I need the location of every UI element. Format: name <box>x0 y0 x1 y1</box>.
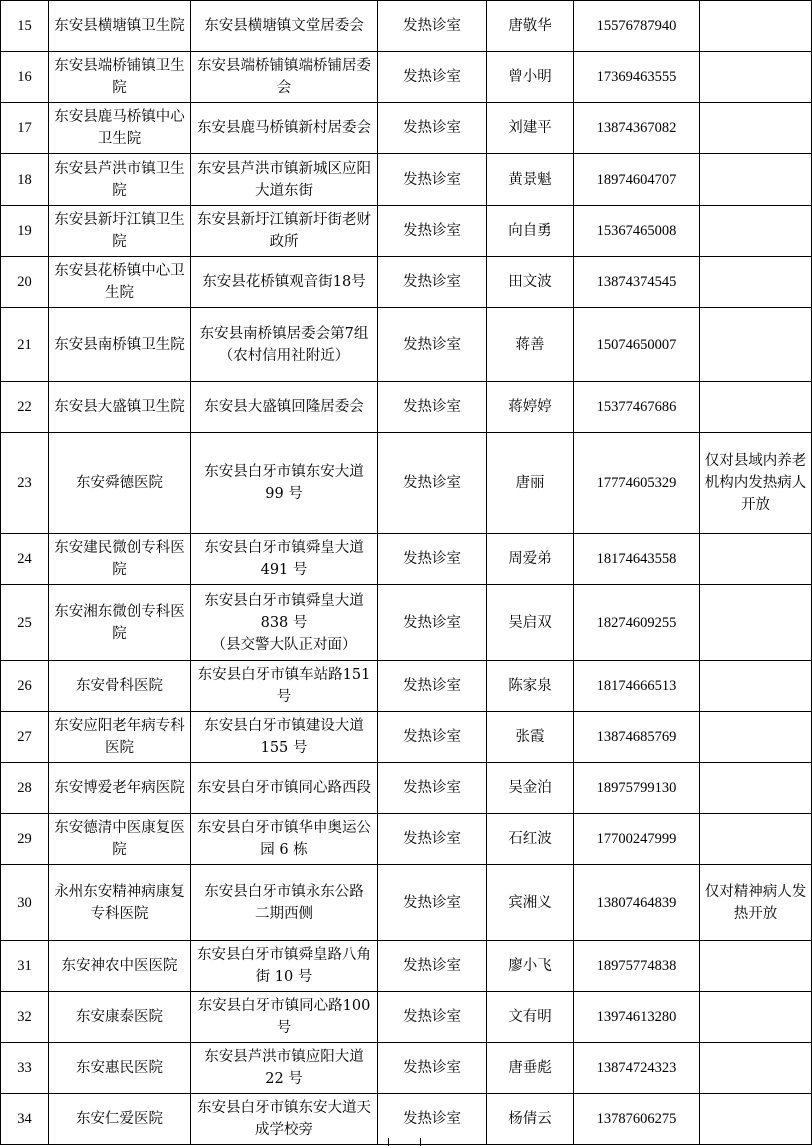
contact-person: 陈家泉 <box>487 661 574 712</box>
row-number: 19 <box>1 206 49 257</box>
institution-address: 东安县芦洪市镇新城区应阳大道东街 <box>191 154 378 206</box>
row-number: 25 <box>1 585 49 661</box>
contact-person: 石红波 <box>487 814 574 865</box>
institution-name: 东安县大盛镇卫生院 <box>49 382 191 433</box>
row-number: 30 <box>1 865 49 941</box>
institution-name: 东安神农中医医院 <box>49 941 191 992</box>
table-row <box>1 1094 812 1145</box>
contact-person: 黄景魁 <box>487 154 574 206</box>
continuation-line <box>388 1138 389 1146</box>
institution-name: 东安县花桥镇中心卫生院 <box>49 257 191 308</box>
table-row <box>1 382 812 433</box>
remark: 仅对精神病人发热开放 <box>700 865 812 941</box>
department: 发热诊室 <box>378 52 487 103</box>
department: 发热诊室 <box>378 206 487 257</box>
contact-phone: 18274609255 <box>574 585 700 661</box>
table-row <box>1 661 812 712</box>
department: 发热诊室 <box>378 308 487 382</box>
contact-phone: 13974613280 <box>574 992 700 1043</box>
table-row <box>1 257 812 308</box>
institution-name: 东安建民微创专科医院 <box>49 534 191 585</box>
table-row <box>1 585 812 661</box>
row-number: 21 <box>1 308 49 382</box>
remark <box>700 941 812 992</box>
contact-phone: 17700247999 <box>574 814 700 865</box>
table-row <box>1 712 812 763</box>
institution-name: 东安县新圩江镇卫生院 <box>49 206 191 257</box>
table-row <box>1 992 812 1043</box>
department: 发热诊室 <box>378 382 487 433</box>
row-number: 20 <box>1 257 49 308</box>
contact-person: 廖小飞 <box>487 941 574 992</box>
institution-address: 东安县白牙市镇华申奥运公园 6 栋 <box>191 814 378 865</box>
institution-name: 东安县南桥镇卫生院 <box>49 308 191 382</box>
contact-phone: 18975799130 <box>574 763 700 814</box>
table-row <box>1 154 812 206</box>
remark <box>700 1094 812 1145</box>
institution-address: 东安县白牙市镇建设大道 155 号 <box>191 712 378 763</box>
row-number: 32 <box>1 992 49 1043</box>
department: 发热诊室 <box>378 433 487 534</box>
institution-address: 东安县大盛镇回隆居委会 <box>191 382 378 433</box>
institution-name: 东安县芦洪市镇卫生院 <box>49 154 191 206</box>
institution-name: 东安县鹿马桥镇中心卫生院 <box>49 103 191 154</box>
department: 发热诊室 <box>378 1043 487 1094</box>
table-row <box>1 941 812 992</box>
table-row <box>1 103 812 154</box>
institution-name: 永州东安精神病康复专科医院 <box>49 865 191 941</box>
remark <box>700 308 812 382</box>
contact-person: 蒋善 <box>487 308 574 382</box>
contact-person: 蒋婷婷 <box>487 382 574 433</box>
institution-address: 东安县白牙市镇车站路151 号 <box>191 661 378 712</box>
contact-phone: 15074650007 <box>574 308 700 382</box>
contact-person: 唐丽 <box>487 433 574 534</box>
row-number: 24 <box>1 534 49 585</box>
institution-address: 东安县白牙市镇同心路西段 <box>191 763 378 814</box>
remark <box>700 1043 812 1094</box>
table-row <box>1 52 812 103</box>
institution-address: 东安县南桥镇居委会第7组 （农村信用社附近） <box>191 308 378 382</box>
contact-phone: 13874367082 <box>574 103 700 154</box>
institution-name: 东安舜德医院 <box>49 433 191 534</box>
institution-name: 东安德清中医康复医院 <box>49 814 191 865</box>
remark <box>700 382 812 433</box>
department: 发热诊室 <box>378 585 487 661</box>
institution-address: 东安县白牙市镇同心路100 号 <box>191 992 378 1043</box>
department: 发热诊室 <box>378 814 487 865</box>
department: 发热诊室 <box>378 154 487 206</box>
contact-phone: 18974604707 <box>574 154 700 206</box>
department: 发热诊室 <box>378 865 487 941</box>
remark <box>700 585 812 661</box>
institution-name: 东安县横塘镇卫生院 <box>49 1 191 52</box>
row-number: 31 <box>1 941 49 992</box>
contact-phone: 13787606275 <box>574 1094 700 1145</box>
contact-phone: 13874685769 <box>574 712 700 763</box>
contact-person: 吴启双 <box>487 585 574 661</box>
row-number: 27 <box>1 712 49 763</box>
contact-phone: 13874724323 <box>574 1043 700 1094</box>
contact-phone: 17369463555 <box>574 52 700 103</box>
contact-person: 田文波 <box>487 257 574 308</box>
row-number: 15 <box>1 1 49 52</box>
row-number: 16 <box>1 52 49 103</box>
institution-address: 东安县白牙市镇东安大道 99 号 <box>191 433 378 534</box>
table-row <box>1 1043 812 1094</box>
institution-name: 东安骨科医院 <box>49 661 191 712</box>
contact-phone: 13807464839 <box>574 865 700 941</box>
institution-address: 东安县芦洪市镇应阳大道 22 号 <box>191 1043 378 1094</box>
contact-person: 唐垂彪 <box>487 1043 574 1094</box>
row-number: 26 <box>1 661 49 712</box>
remark: 仅对县域内养老机构内发热病人开放 <box>700 433 812 534</box>
remark <box>700 534 812 585</box>
institution-address: 东安县新圩江镇新圩街老财政所 <box>191 206 378 257</box>
table-row <box>1 534 812 585</box>
contact-phone: 17774605329 <box>574 433 700 534</box>
institution-address: 东安县白牙市镇舜皇大道 491 号 <box>191 534 378 585</box>
contact-person: 刘建平 <box>487 103 574 154</box>
institution-address: 东安县花桥镇观音街18号 <box>191 257 378 308</box>
table-row <box>1 308 812 382</box>
remark <box>700 1 812 52</box>
remark <box>700 814 812 865</box>
table-row <box>1 206 812 257</box>
contact-phone: 15377467686 <box>574 382 700 433</box>
department: 发热诊室 <box>378 1094 487 1145</box>
institution-name: 东安康泰医院 <box>49 992 191 1043</box>
institution-address: 东安县横塘镇文堂居委会 <box>191 1 378 52</box>
department: 发热诊室 <box>378 763 487 814</box>
department: 发热诊室 <box>378 534 487 585</box>
remark <box>700 154 812 206</box>
contact-person: 吴金泊 <box>487 763 574 814</box>
contact-person: 宾湘义 <box>487 865 574 941</box>
contact-phone: 18975774838 <box>574 941 700 992</box>
institution-address: 东安县白牙市镇永东公路 二期西侧 <box>191 865 378 941</box>
contact-phone: 13874374545 <box>574 257 700 308</box>
institution-name: 东安湘东微创专科医院 <box>49 585 191 661</box>
remark <box>700 52 812 103</box>
row-number: 17 <box>1 103 49 154</box>
contact-phone: 18174643558 <box>574 534 700 585</box>
contact-person: 张霞 <box>487 712 574 763</box>
institution-name: 东安应阳老年病专科医院 <box>49 712 191 763</box>
continuation-line <box>420 1138 421 1146</box>
contact-phone: 15576787940 <box>574 1 700 52</box>
table-row <box>1 1 812 52</box>
contact-person: 向自勇 <box>487 206 574 257</box>
institution-address: 东安县白牙市镇舜皇路八角街 10 号 <box>191 941 378 992</box>
contact-phone: 18174666513 <box>574 661 700 712</box>
department: 发热诊室 <box>378 103 487 154</box>
row-number: 28 <box>1 763 49 814</box>
institution-name: 东安仁爱医院 <box>49 1094 191 1145</box>
contact-person: 曾小明 <box>487 52 574 103</box>
row-number: 23 <box>1 433 49 534</box>
contact-person: 周爱弟 <box>487 534 574 585</box>
remark <box>700 206 812 257</box>
contact-person: 文有明 <box>487 992 574 1043</box>
table-row <box>1 763 812 814</box>
row-number: 22 <box>1 382 49 433</box>
row-number: 18 <box>1 154 49 206</box>
remark <box>700 103 812 154</box>
institution-name: 东安县端桥铺镇卫生院 <box>49 52 191 103</box>
remark <box>700 712 812 763</box>
department: 发热诊室 <box>378 661 487 712</box>
department: 发热诊室 <box>378 712 487 763</box>
contact-person: 唐敬华 <box>487 1 574 52</box>
department: 发热诊室 <box>378 257 487 308</box>
institution-address: 东安县白牙市镇东安大道天成学校旁 <box>191 1094 378 1145</box>
row-number: 34 <box>1 1094 49 1145</box>
institution-name: 东安博爱老年病医院 <box>49 763 191 814</box>
institution-name: 东安惠民医院 <box>49 1043 191 1094</box>
institution-address: 东安县白牙市镇舜皇大道 838 号 （县交警大队正对面） <box>191 585 378 661</box>
table-body <box>1 1 812 1145</box>
institution-address: 东安县鹿马桥镇新村居委会 <box>191 103 378 154</box>
department: 发热诊室 <box>378 941 487 992</box>
row-number: 33 <box>1 1043 49 1094</box>
remark <box>700 661 812 712</box>
row-number: 29 <box>1 814 49 865</box>
table-row <box>1 865 812 941</box>
remark <box>700 992 812 1043</box>
department: 发热诊室 <box>378 1 487 52</box>
table-row <box>1 433 812 534</box>
contact-phone: 15367465008 <box>574 206 700 257</box>
department: 发热诊室 <box>378 992 487 1043</box>
remark <box>700 763 812 814</box>
institution-address: 东安县端桥铺镇端桥铺居委会 <box>191 52 378 103</box>
table-row <box>1 814 812 865</box>
contact-person: 杨倩云 <box>487 1094 574 1145</box>
remark <box>700 257 812 308</box>
